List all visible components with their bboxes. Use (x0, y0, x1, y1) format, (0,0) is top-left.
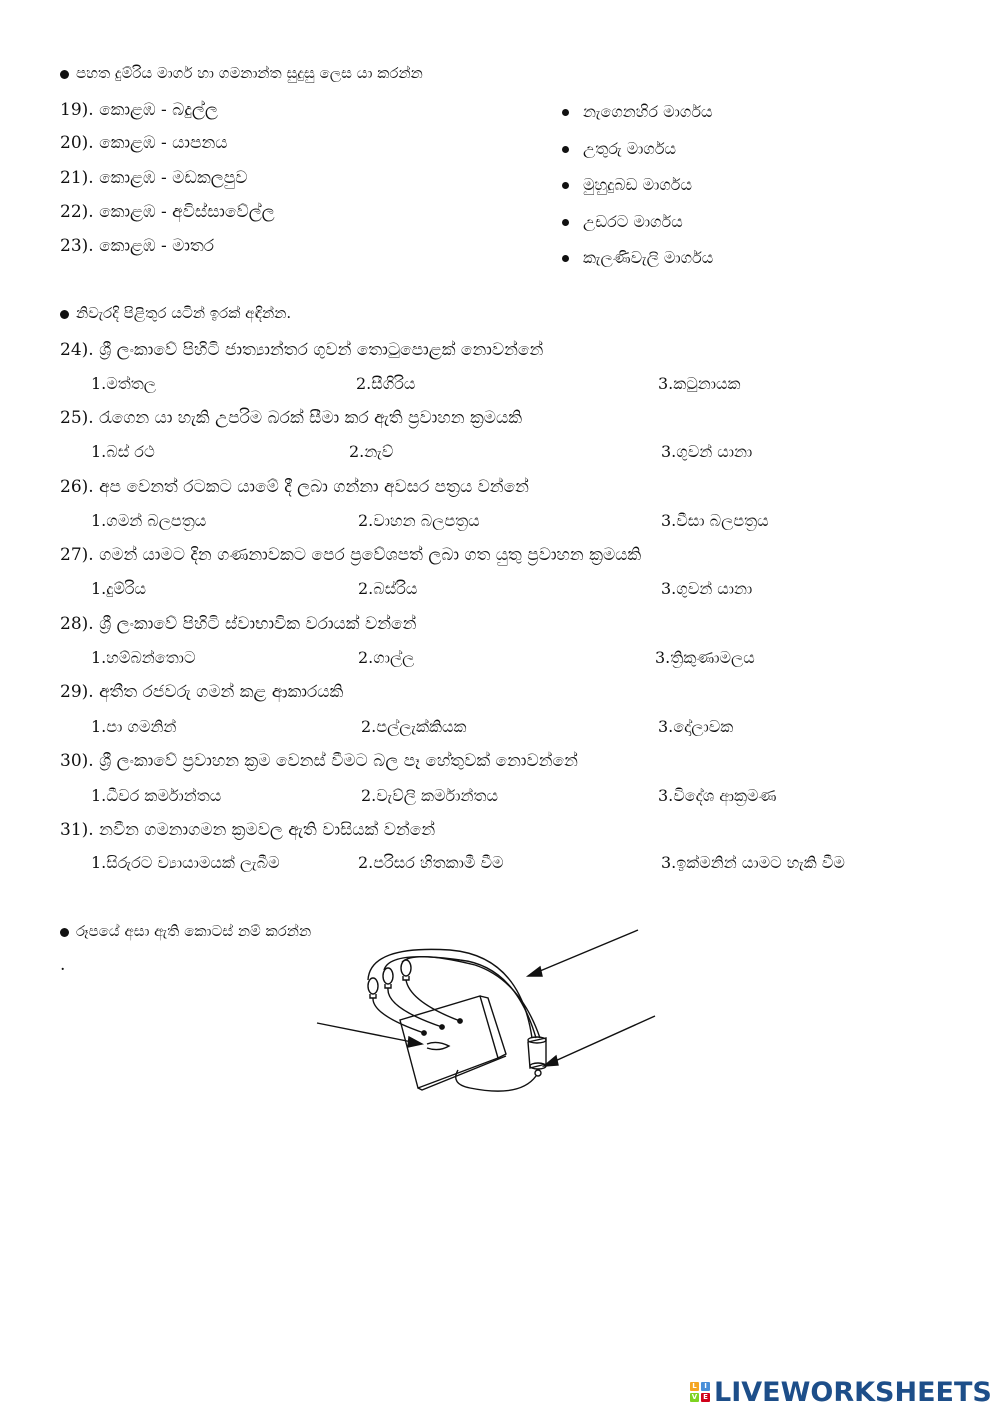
answer-option[interactable]: 1.හම්බන්තොට (91, 648, 196, 667)
answer-option[interactable]: 3.ඉක්මනින් යාමට හැකි වීම (661, 853, 845, 872)
bullet-icon (60, 928, 69, 937)
logo-mark-cell: I (701, 1382, 710, 1391)
bullet-icon (562, 109, 569, 116)
match-right-item[interactable]: කැලණිවැලි මාර්ගය (562, 248, 713, 268)
question-text: 30). ශ්‍රී ලංකාවේ ප්‍රවාහන ක්‍රම වෙනස් වීමට බල පෑ හේතුවක් නොවන්නේ (60, 751, 578, 771)
question-text: 29). අතීත රජවරු ගමන් කළ ආකාරයකි (60, 682, 344, 702)
match-left-item: 20). කොළඹ - යාපනය (60, 133, 228, 153)
answer-option[interactable]: 2.ගාල්ල (358, 648, 415, 667)
match-left-item: 23). කොළඹ - මාතර (60, 236, 215, 256)
answer-option[interactable]: 3.කටුනායක (658, 374, 741, 393)
match-left-item: 21). කොළඹ - මඩකලපුව (60, 168, 248, 188)
logo-mark-icon (690, 1382, 710, 1402)
answer-option[interactable]: 2.පරිසර හිතකාමී වීම (358, 853, 504, 872)
answer-option[interactable]: 1.බස් රථ (91, 442, 155, 461)
answer-option[interactable]: 2.වැව්ලි කර්මාන්තය (361, 786, 498, 805)
answer-option[interactable]: 3.ගුවන් යානා (661, 579, 753, 598)
question-text: 24). ශ්‍රී ලංකාවේ පිහිටි ජාත්‍යාන්තර ගුවන් තොටුපොළක් නොවන්නේ (60, 340, 544, 360)
match-left-item: 19). කොළඹ - බදුල්ල (60, 100, 218, 120)
answer-option[interactable]: 1.දුම්රිය (91, 579, 147, 598)
answer-option[interactable]: 3.ත්‍රිකුණාමලය (655, 648, 755, 667)
answer-option[interactable]: 2.පල්ලැක්කියක (361, 717, 467, 736)
bullet-icon (562, 182, 569, 189)
circuit-diagram (300, 920, 670, 1110)
answer-option[interactable]: 1.පා ගමනින් (91, 717, 177, 736)
section3-heading: රූපයේ අසා ඇති කොටස් නම් කරන්න (60, 922, 311, 940)
question-text: 27). ගමන් යාමට දින ගණනාවකට පෙර ප්‍රවේශපත් ලබා ගත යුතු ප්‍රවාහන ක්‍රමයකි (60, 545, 642, 565)
match-left-item: 22). කොළඹ - අවිස්සාවේල්ල (60, 202, 275, 222)
section1-heading: පහත දුම්රිය මාර්ග හා ගමනාන්ත සුදුසු ලෙස යා කරන්න (60, 64, 423, 82)
answer-option[interactable]: 2.සීගිරිය (356, 374, 416, 393)
answer-option[interactable]: 2.නැව් (349, 442, 394, 461)
bullet-icon (60, 70, 69, 79)
match-right-item[interactable]: මුහුදුබඩ මාර්ගය (562, 175, 692, 195)
bulb-icon (383, 968, 393, 988)
bullet-icon (562, 219, 569, 226)
bullet-icon (562, 255, 569, 262)
answer-option[interactable]: 2.වාහන බලපත්‍රය (358, 511, 480, 530)
question-text: 31). නවීන ගමනාගමන ක්‍රමවල ඇති වාසියක් වන්නේ (60, 820, 436, 840)
bulb-icon (401, 960, 411, 980)
answer-option[interactable]: 1.ගමන් බලපත්‍රය (91, 511, 207, 530)
match-right-item[interactable]: උඩරට මාර්ගය (562, 212, 683, 232)
answer-option[interactable]: 3.දෝලාවක (658, 717, 734, 736)
answer-option[interactable]: 3.විදේශ ආක්‍රමණ (658, 786, 777, 805)
question-text: 28). ශ්‍රී ලංකාවේ පිහිටි ස්වාභාවික වරායක් වන්නේ (60, 614, 417, 634)
question-text: 26). අප වෙනත් රටකට යාමේ දී ලබා ගන්නා අවසර පත්‍රය වන්නේ (60, 477, 529, 497)
logo-mark-cell: E (701, 1393, 710, 1402)
switch-icon (528, 1037, 546, 1076)
logo-mark-cell: L (690, 1382, 699, 1391)
logo-text: LIVEWORKSHEETS (714, 1376, 992, 1408)
answer-option[interactable]: 1.ධීවර කර්මාන්තය (91, 786, 222, 805)
answer-option[interactable]: 3.ගුවන් යානා (661, 442, 753, 461)
bullet-icon (60, 310, 69, 319)
bulb-icon (368, 978, 378, 998)
match-right-item[interactable]: උතුරු මාර්ගය (562, 139, 676, 159)
answer-option[interactable]: 1.සිරුරට ව්‍යායාමයක් ලැබීම (91, 853, 280, 872)
answer-option[interactable]: 1.මත්තල (91, 374, 156, 393)
answer-option[interactable]: 2.බස්රිය (358, 579, 418, 598)
bullet-icon (562, 146, 569, 153)
stray-dot: . (60, 955, 66, 975)
liveworksheets-logo (690, 1374, 992, 1410)
section2-heading: නිවැරදි පිළිතුර යටින් ඉරක් අඳින්න. (60, 304, 291, 322)
match-right-item[interactable]: නැගෙනහිර මාර්ගය (562, 102, 713, 122)
logo-mark-cell: V (691, 1393, 698, 1401)
answer-option[interactable]: 3.වීසා බලපත්‍රය (661, 511, 769, 530)
question-text: 25). රැගෙන යා හැකි උපරිම බරක් සීමා කර ඇති ප්‍රවාහන ක්‍රමයකි (60, 408, 522, 428)
